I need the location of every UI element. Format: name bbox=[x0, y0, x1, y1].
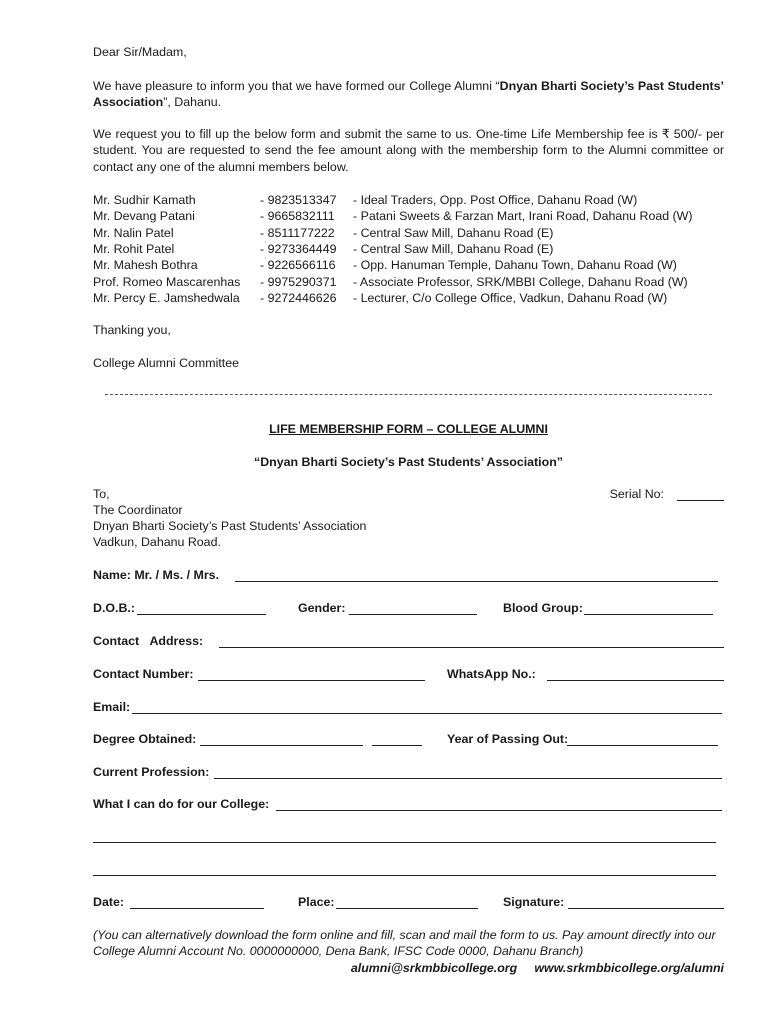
degree-extra-input[interactable] bbox=[372, 731, 422, 746]
contact-phone: - 9226566116 bbox=[260, 258, 336, 273]
date-input[interactable] bbox=[130, 894, 264, 909]
footer-links bbox=[351, 960, 724, 976]
address-label: Contact Address: bbox=[93, 634, 204, 648]
footer-website-link[interactable]: www.srkmbbicollege.org/alumni bbox=[534, 961, 724, 975]
footer-note: (You can alternatively download the form online and fill, scan and mail the form to us. Pay amount directly into our College Alumni Account No. 0000000000, Dena Bank, IFSC Code 0000, Dahanu Branch) bbox=[93, 928, 716, 958]
whatsapp-input[interactable] bbox=[547, 666, 724, 681]
contact-row bbox=[93, 225, 724, 241]
contact-address: - Patani Sweets & Farzan Mart, Irani Road, Dahanu Road (W) bbox=[353, 209, 693, 224]
contact-row bbox=[93, 274, 724, 290]
cut-line-divider bbox=[105, 394, 712, 395]
contact-name: Prof. Romeo Mascarenhas bbox=[93, 274, 241, 289]
contact-row bbox=[93, 290, 724, 306]
to-line: To, bbox=[93, 487, 110, 501]
contact-phone: - 9665832111 bbox=[260, 209, 335, 224]
contact-row bbox=[93, 241, 724, 257]
contact-phone: - 8511177222 bbox=[260, 225, 335, 240]
intro-paragraph bbox=[93, 78, 724, 111]
contribution-label: What I can do for our College: bbox=[93, 797, 270, 811]
thanks-line: Thanking you, bbox=[93, 323, 171, 337]
dob-input[interactable] bbox=[137, 600, 266, 615]
blood-group-input[interactable] bbox=[584, 600, 713, 615]
contact-row bbox=[93, 257, 724, 273]
salutation: Dear Sir/Madam, bbox=[93, 45, 187, 59]
form-subtitle: “Dnyan Bharti Society’s Past Students’ Association” bbox=[254, 455, 563, 469]
passing-year-input[interactable] bbox=[567, 731, 718, 746]
addressee-line-3: Vadkun, Dahanu Road. bbox=[93, 535, 221, 549]
form-title: LIFE MEMBERSHIP FORM – COLLEGE ALUMNI bbox=[269, 422, 548, 436]
contribution-input-1[interactable] bbox=[276, 796, 722, 811]
addressee-line-1: The Coordinator bbox=[93, 503, 183, 517]
contact-name: Mr. Devang Patani bbox=[93, 209, 195, 224]
contact-row bbox=[93, 208, 724, 224]
whatsapp-label: WhatsApp No.: bbox=[447, 667, 536, 681]
email-input[interactable] bbox=[132, 699, 722, 714]
place-input[interactable] bbox=[336, 894, 478, 909]
contact-name: Mr. Percy E. Jamshedwala bbox=[93, 290, 240, 305]
contact-number-label: Contact Number: bbox=[93, 667, 194, 681]
contact-address: - Lecturer, C/o College Office, Vadkun, Dahanu Road (W) bbox=[353, 290, 668, 305]
serial-label: Serial No: bbox=[609, 487, 664, 501]
contact-phone: - 9273364449 bbox=[260, 241, 337, 256]
date-label: Date: bbox=[93, 895, 124, 909]
request-paragraph: We request you to fill up the below form and submit the same to us. One-time Life Membership fee is ₹ 500/- per student. You are requested to send the fee amount along with the membership form to the Alumni committee or contact any one of the alumni members below. bbox=[93, 127, 724, 174]
email-label: Email: bbox=[93, 700, 131, 714]
gender-input[interactable] bbox=[349, 600, 477, 615]
contact-address: - Central Saw Mill, Dahanu Road (E) bbox=[353, 225, 554, 240]
profession-input[interactable] bbox=[214, 764, 722, 779]
address-input[interactable] bbox=[219, 633, 724, 648]
footer-email-link[interactable]: alumni@srkmbbicollege.org bbox=[350, 961, 518, 975]
gender-label: Gender: bbox=[298, 601, 346, 615]
contact-address: - Ideal Traders, Opp. Post Office, Dahanu Road (W) bbox=[353, 193, 638, 207]
degree-label: Degree Obtained: bbox=[93, 732, 197, 746]
contact-phone: - 9272446626 bbox=[260, 290, 337, 305]
contact-phone: - 9975290371 bbox=[260, 274, 337, 289]
contact-address: - Associate Professor, SRK/MBBI College, Dahanu Road (W) bbox=[353, 274, 688, 289]
contact-name: Mr. Mahesh Bothra bbox=[93, 258, 198, 273]
place-label: Place: bbox=[298, 895, 335, 909]
contact-name: Mr. Nalin Patel bbox=[93, 225, 174, 240]
intro-text-pre: We have pleasure to inform you that we have formed our College Alumni “ bbox=[93, 79, 500, 93]
contact-row bbox=[93, 192, 724, 208]
signature-input[interactable] bbox=[568, 894, 724, 909]
name-input[interactable] bbox=[235, 567, 718, 582]
intro-text-post: ”, Dahanu. bbox=[163, 95, 222, 110]
contribution-input-2[interactable] bbox=[93, 828, 716, 843]
profession-label: Current Profession: bbox=[93, 765, 210, 779]
name-label: Name: Mr. / Ms. / Mrs. bbox=[93, 568, 220, 582]
passing-year-label: Year of Passing Out: bbox=[447, 732, 569, 746]
degree-input[interactable] bbox=[200, 731, 363, 746]
contribution-input-3[interactable] bbox=[93, 861, 716, 876]
addressee-line-2: Dnyan Bharti Society’s Past Students’ Association bbox=[93, 519, 367, 533]
contact-address: - Central Saw Mill, Dahanu Road (E) bbox=[353, 241, 554, 256]
contact-name: Mr. Rohit Patel bbox=[93, 241, 175, 256]
association-name: Dnyan Bharti Society’s Past Students’ Association bbox=[93, 79, 724, 110]
serial-input[interactable] bbox=[677, 486, 724, 501]
contact-number-input[interactable] bbox=[198, 666, 425, 681]
dob-label: D.O.B.: bbox=[93, 601, 135, 615]
signature-label: Signature: bbox=[503, 895, 565, 909]
blood-group-label: Blood Group: bbox=[503, 601, 583, 615]
contact-phone: - 9823513347 bbox=[260, 193, 337, 207]
contact-address: - Opp. Hanuman Temple, Dahanu Town, Dahanu Road (W) bbox=[353, 258, 677, 273]
signoff-line: College Alumni Committee bbox=[93, 356, 239, 370]
contact-name: Mr. Sudhir Kamath bbox=[93, 193, 196, 207]
